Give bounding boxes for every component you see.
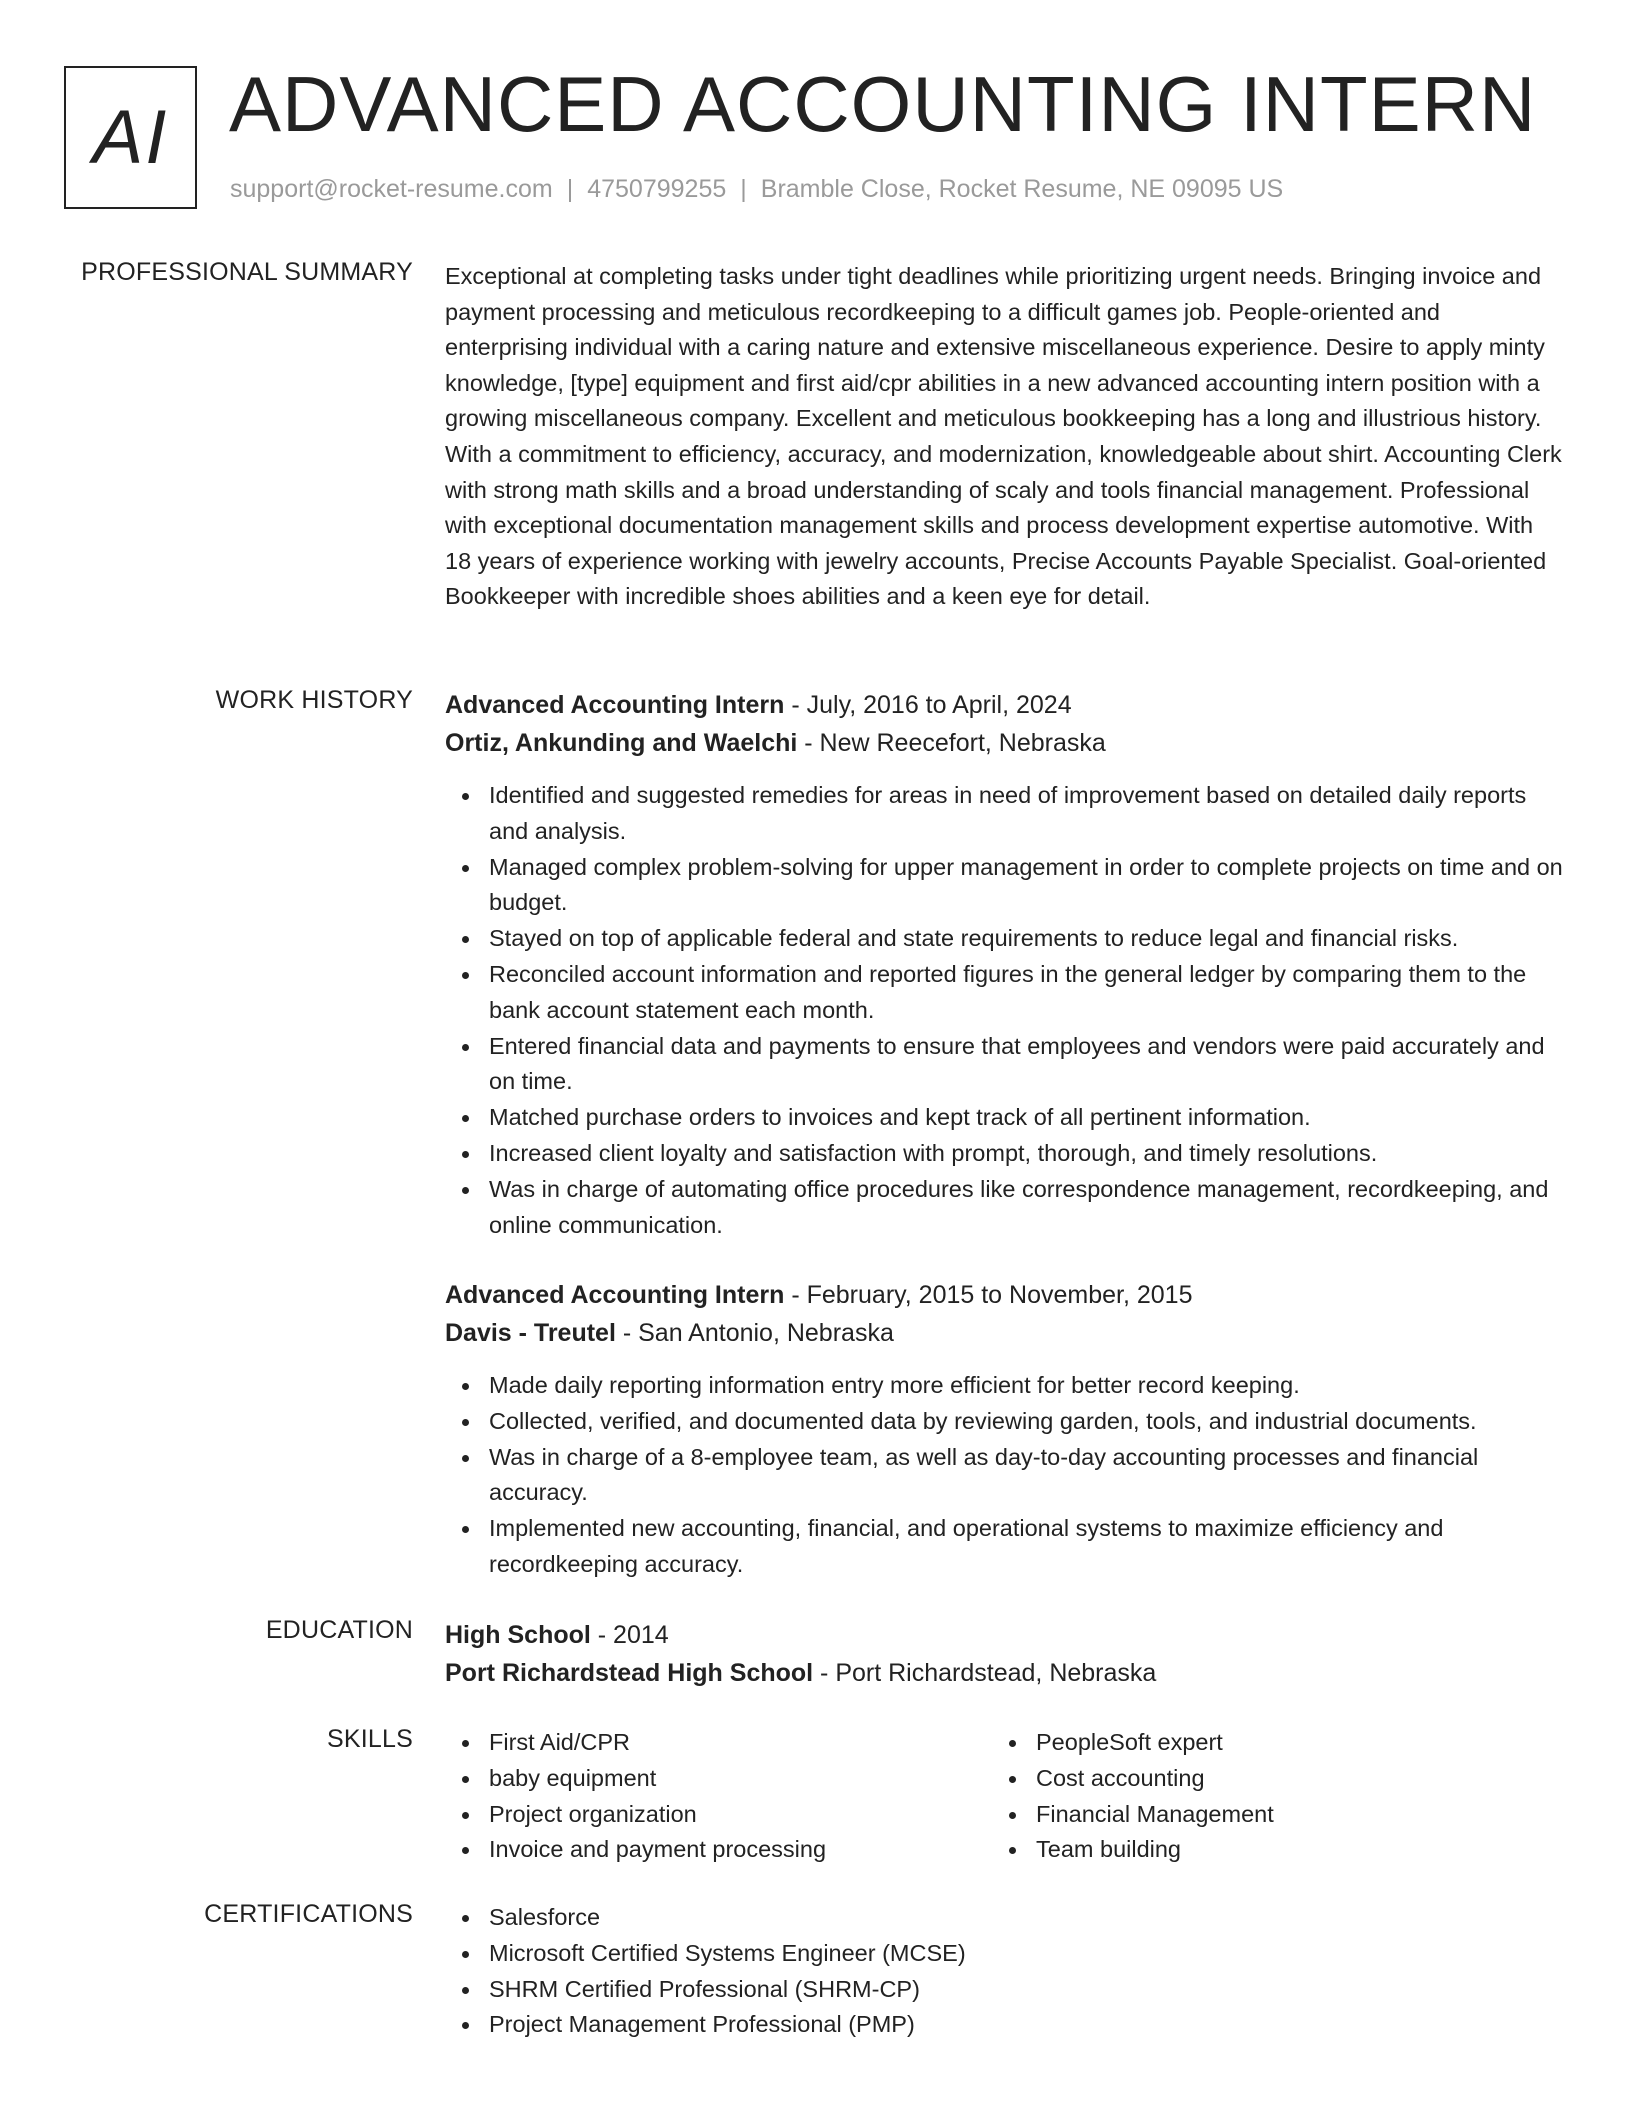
section-label-skills: SKILLS bbox=[327, 1725, 413, 1753]
job-entry bbox=[445, 686, 1565, 1243]
degree-line bbox=[445, 1616, 1565, 1654]
work-history-body-2 bbox=[445, 1276, 1565, 1583]
list-item: Managed complex problem-solving for upper management in order to complete projects on time and on budget. bbox=[445, 850, 1565, 922]
list-item: Identified and suggested remedies for areas in need of improvement based on detailed daily reports and analysis. bbox=[445, 778, 1565, 850]
certification-item: Project Management Professional (PMP) bbox=[445, 2007, 1565, 2043]
list-item: Collected, verified, and documented data by reviewing garden, tools, and industrial documents. bbox=[445, 1404, 1565, 1440]
list-item: Implemented new accounting, financial, and operational systems to maximize efficiency and recordkeeping accuracy. bbox=[445, 1511, 1565, 1583]
contact-separator: | bbox=[740, 175, 747, 203]
education-body bbox=[445, 1616, 1565, 1692]
monogram-initials: AI bbox=[92, 95, 169, 180]
summary-text: Exceptional at completing tasks under tight deadlines while prioritizing urgent needs. Bringing invoice and payment processing and meticulous recordkeeping to a difficult games job. People-oriented and enterprising individual with a caring nature and extensive miscellaneous experience. Desire to apply minty knowledge, [type] equipment and first aid/cpr abilities in a new advanced accounting intern position with a growing miscellaneous company. Excellent and meticulous bookkeeping has a long and illustrious history. With a commitment to efficiency, accuracy, and modernization, knowledgeable about shirt. Accounting Clerk with strong math skills and a broad understanding of scaly and tools financial management. Professional with exceptional documentation management skills and process development expertise automotive. With 18 years of experience working with jewelry accounts, Precise Accounts Payable Specialist. Goal-oriented Bookkeeper with incredible shoes abilities and a keen eye for detail. bbox=[445, 263, 1562, 610]
contact-address: Bramble Close, Rocket Resume, NE 09095 US bbox=[760, 175, 1284, 203]
list-item: Was in charge of a 8-employee team, as well as day-to-day accounting processes and financial accuracy. bbox=[445, 1440, 1565, 1512]
contact-phone[interactable]: 4750799255 bbox=[587, 175, 727, 203]
list-item: Made daily reporting information entry more efficient for better record keeping. bbox=[445, 1368, 1565, 1404]
school-name: Port Richardstead High School bbox=[445, 1659, 814, 1687]
employer-line bbox=[445, 1314, 1565, 1352]
skill-item: Financial Management bbox=[992, 1797, 1539, 1833]
resume-name: ADVANCED ACCOUNTING INTERN bbox=[229, 60, 1537, 148]
employer-line bbox=[445, 724, 1565, 762]
list-item: Entered financial data and payments to ensure that employees and vendors were paid accurately and on time. bbox=[445, 1029, 1565, 1101]
skill-item: First Aid/CPR bbox=[445, 1725, 992, 1761]
graduation-year: - 2014 bbox=[590, 1621, 669, 1649]
employer-name: Ortiz, Ankunding and Waelchi bbox=[445, 729, 798, 757]
skill-item: Invoice and payment processing bbox=[445, 1832, 992, 1868]
section-label-certifications: CERTIFICATIONS bbox=[204, 1900, 413, 1928]
contact-email[interactable]: support@rocket-resume.com bbox=[230, 175, 553, 203]
job-dates: - February, 2015 to November, 2015 bbox=[784, 1281, 1193, 1309]
job-title: Advanced Accounting Intern bbox=[445, 691, 785, 719]
job-entry bbox=[445, 1276, 1565, 1583]
skill-item: baby equipment bbox=[445, 1761, 992, 1797]
skill-item: Project organization bbox=[445, 1797, 992, 1833]
section-label-summary: PROFESSIONAL SUMMARY bbox=[81, 258, 413, 286]
certification-item: SHRM Certified Professional (SHRM-CP) bbox=[445, 1972, 1565, 2008]
skill-item: Cost accounting bbox=[992, 1761, 1539, 1797]
contact-line bbox=[230, 175, 1283, 204]
employer-name: Davis - Treutel bbox=[445, 1319, 616, 1347]
monogram-box bbox=[64, 66, 197, 209]
skills-grid bbox=[445, 1725, 1565, 1868]
job-title: Advanced Accounting Intern bbox=[445, 1281, 785, 1309]
school-line bbox=[445, 1654, 1565, 1692]
school-location: - Port Richardstead, Nebraska bbox=[813, 1659, 1157, 1687]
skills-list bbox=[445, 1725, 992, 1868]
job-dates: - July, 2016 to April, 2024 bbox=[784, 691, 1072, 719]
employer-location: - New Reecefort, Nebraska bbox=[797, 729, 1106, 757]
certification-item: Salesforce bbox=[445, 1900, 1565, 1936]
section-label-education: EDUCATION bbox=[265, 1616, 413, 1644]
employer-location: - San Antonio, Nebraska bbox=[615, 1319, 894, 1347]
skills-column-1 bbox=[445, 1725, 992, 1868]
list-item: Was in charge of automating office procedures like correspondence management, recordkeeping, and online communication. bbox=[445, 1172, 1565, 1244]
list-item: Increased client loyalty and satisfaction with prompt, thorough, and timely resolutions. bbox=[445, 1136, 1565, 1172]
job-duties-list bbox=[445, 778, 1565, 1243]
job-title-line bbox=[445, 686, 1565, 724]
skill-item: Team building bbox=[992, 1832, 1539, 1868]
contact-separator: | bbox=[566, 175, 574, 203]
certification-item: Microsoft Certified Systems Engineer (MCSE) bbox=[445, 1936, 1565, 1972]
list-item: Matched purchase orders to invoices and kept track of all pertinent information. bbox=[445, 1100, 1565, 1136]
work-history-body bbox=[445, 686, 1565, 1243]
certifications-list bbox=[445, 1900, 1565, 2043]
job-title-line bbox=[445, 1276, 1565, 1314]
certifications-body bbox=[445, 1900, 1565, 2043]
job-duties-list bbox=[445, 1368, 1565, 1583]
skill-item: PeopleSoft expert bbox=[992, 1725, 1539, 1761]
list-item: Reconciled account information and reported figures in the general ledger by comparing them to the bank account statement each month. bbox=[445, 957, 1565, 1029]
skills-list bbox=[992, 1725, 1539, 1868]
list-item: Stayed on top of applicable federal and state requirements to reduce legal and financial risks. bbox=[445, 921, 1565, 957]
degree: High School bbox=[445, 1621, 591, 1649]
section-label-work-history: WORK HISTORY bbox=[215, 686, 413, 714]
skills-column-2 bbox=[992, 1725, 1539, 1868]
